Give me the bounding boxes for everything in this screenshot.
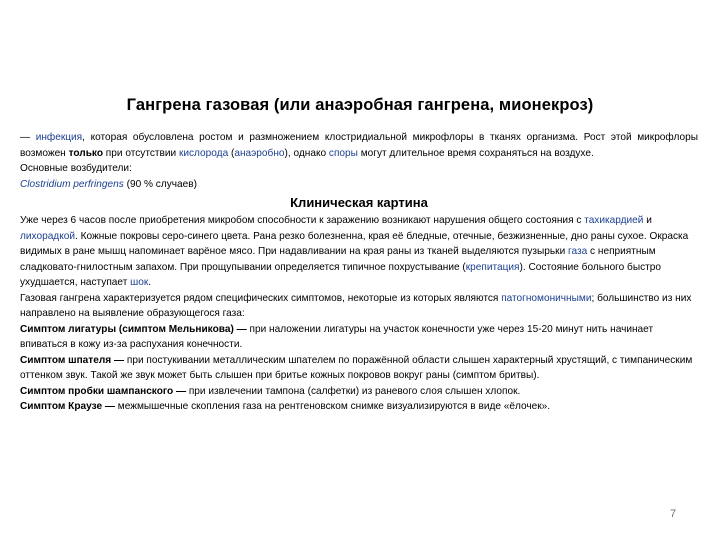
symptom-item (20, 353, 698, 384)
clinical-text-5: ). Состояние больного быстро ухудшается, наступает (20, 261, 661, 288)
link-pathognomonic[interactable]: патогномоничными (501, 292, 592, 304)
clinical-text-6: . (148, 277, 152, 288)
intro-text-5: могут длительное время сохраняться на воздухе. (357, 147, 594, 159)
symptom-item (20, 384, 698, 400)
symptom-item (20, 322, 698, 353)
symptom-dash: — (111, 354, 127, 366)
page-title: Гангрена газовая (или анаэробная гангрена, мионекроз) (126, 96, 594, 114)
intro-text-4: ), однако (284, 147, 329, 159)
slide-body (20, 130, 698, 415)
clinical-text-1: Уже через 6 часов после приобретения микробом способности к заражению возникают нарушения общего состояния с (20, 215, 585, 226)
symptom-item (20, 399, 698, 415)
emphasis-only: только (68, 147, 103, 159)
symptom-dash: — (173, 385, 189, 397)
intro-paragraph (20, 130, 698, 161)
link-anaerobic[interactable]: анаэробно (234, 147, 285, 159)
pathogens-label: Основные возбудители: (20, 163, 132, 174)
clinical-text-3: . Кожные покровы серо-синего цвета. Рана резко болезненна, края её бледные, отечные, безжизненные, дно раны сухое. Окраска видимых в ране мышц напоминает варёное мясо. При надавливании на края раны из тканей выделяются пузырьки (20, 230, 689, 257)
symptom-text: при извлечении тампона (салфетки) из раневого слоя слышен хлопок. (188, 385, 521, 397)
intro-text-3: ( (228, 147, 235, 159)
symptom-dash: — (102, 401, 118, 412)
link-tachycardia[interactable]: тахикардией (584, 215, 644, 226)
clinical-text-2: и (643, 215, 652, 226)
symptom-name: Симптом пробки шампанского (20, 385, 174, 397)
link-fever[interactable]: лихорадкой (20, 230, 75, 242)
intro-text-1: , которая обусловлена ростом и размножением клостридиальной микрофлоры в тканях организма. Рост этой микрофлоры возможен (20, 132, 698, 159)
symptom-text: при наложении лигатуры на участок конечности уже через 15-20 минут нить начинает впиваться в кожу из-за распухания конечности. (20, 323, 654, 350)
clinical-heading: Клиническая картина (290, 195, 428, 210)
link-spores[interactable]: споры (328, 147, 358, 159)
link-oxygen[interactable]: кислорода (178, 147, 229, 159)
intro-dash: — (20, 132, 36, 143)
symptom-name: Симптом Краузе (20, 401, 103, 412)
link-crepitation[interactable]: крепитация (465, 261, 520, 273)
clinical-text-4: с неприятным сладковато-гнилостным запахом. При прощупывании определяется типичное похрустывание ( (20, 246, 656, 273)
clinical-paragraph (20, 213, 698, 291)
symptom-text: при постукивании металлическим шпателем по поражённой области слышен характерный хрустящий, с тимпаническим оттенком звук. Такой же звук может быть слышен при бритье кожных покровов вокруг раны (симптом бритвы). (20, 354, 693, 381)
pathogen-line (20, 177, 698, 193)
symptoms-intro-text-1: Газовая гангрена характеризуется рядом специфических симптомов, некоторые из которых являются (20, 292, 502, 304)
symptoms-intro-text-2: ; большинство из них направлено на выявление образующегося газа: (20, 292, 692, 319)
page-number: 7 (670, 508, 677, 520)
symptom-name: Симптом шпателя (20, 354, 112, 366)
pathogen-share: (90 % случаев) (123, 178, 197, 190)
intro-text-2: при отсутствии (103, 147, 179, 159)
symptom-name: Симптом лигатуры (симптом Мельникова) (20, 323, 234, 335)
link-infection[interactable]: инфекция (35, 132, 83, 143)
symptom-dash: — (233, 323, 250, 335)
link-gas[interactable]: газа (568, 246, 588, 257)
link-clostridium[interactable]: Clostridium perfringens (20, 178, 124, 190)
link-shock[interactable]: шок (130, 277, 149, 288)
symptoms-intro (20, 291, 698, 322)
symptom-text: межмышечные скопления газа на рентгеновском снимке визуализируются в виде «ёлочек». (117, 401, 551, 412)
